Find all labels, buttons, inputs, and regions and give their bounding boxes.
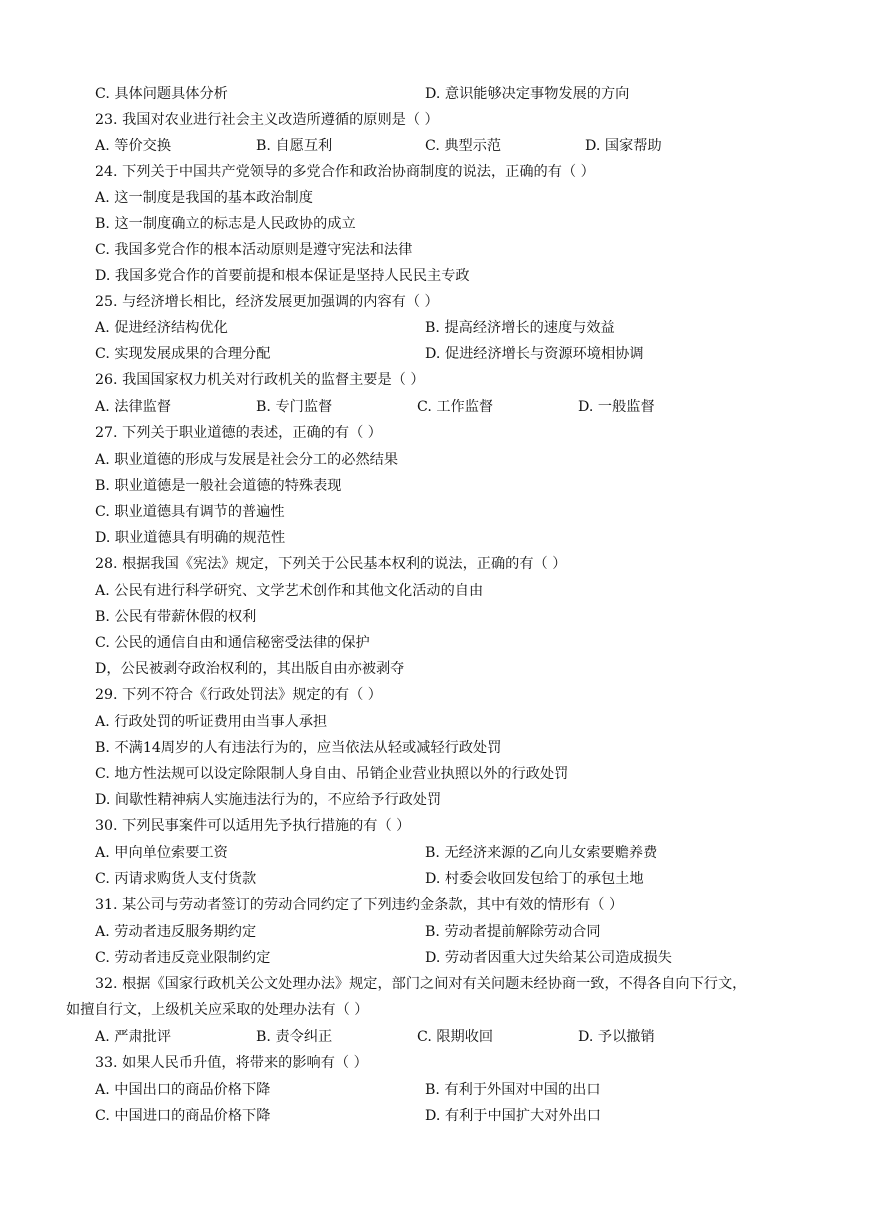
option-d-q31: D. 劳动者因重大过失给某公司造成损失 [425,950,672,966]
option-a-q24: A. 这一制度是我国的基本政治制度 [95,190,313,206]
option-d-q29: D. 间歇性精神病人实施违法行为的，不应给予行政处罚 [95,792,442,808]
option-d-q24: D. 我国多党合作的首要前提和根本保证是坚持人民民主专政 [95,268,470,284]
option-c-q26: C. 工作监督 [417,399,494,415]
question-24: 24. 下列关于中国共产党领导的多党合作和政治协商制度的说法，正确的有（ ） [95,164,595,180]
question-31: 31. 某公司与劳动者签订的劳动合同约定了下列违约金条款，其中有效的情形有（ ） [95,897,624,913]
option-d-q25: D. 促进经济增长与资源环境相协调 [425,346,644,362]
option-c-q22: C. 具体问题具体分析 [95,86,228,102]
option-a-q25: A. 促进经济结构优化 [95,320,228,336]
option-a-q28: A. 公民有进行科学研究、文学艺术创作和其他文化活动的自由 [95,583,484,599]
option-b-q25: B. 提高经济增长的速度与效益 [425,320,615,336]
option-a-q30: A. 甲向单位索要工资 [95,845,228,861]
question-23: 23. 我国对农业进行社会主义改造所遵循的原则是（ ） [95,112,439,128]
question-30: 30. 下列民事案件可以适用先予执行措施的有（ ） [95,818,411,834]
option-b-q31: B. 劳动者提前解除劳动合同 [425,924,601,940]
option-d-q26: D. 一般监督 [578,399,655,415]
option-c-q24: C. 我国多党合作的根本活动原则是遵守宪法和法律 [95,242,413,258]
option-d-q28: D，公民被剥夺政治权利的，其出版自由亦被剥夺 [95,661,405,677]
option-c-q23: C. 典型示范 [425,138,502,154]
option-d-q33: D. 有利于中国扩大对外出口 [425,1108,601,1124]
option-a-q23: A. 等价交换 [95,138,172,154]
question-28: 28. 根据我国《宪法》规定，下列关于公民基本权利的说法，正确的有（ ） [95,556,567,572]
option-c-q30: C. 丙请求购货人支付货款 [95,871,257,887]
option-d-q22: D. 意识能够决定事物发展的方向 [425,86,630,102]
option-b-q29: B. 不满14周岁的人有违法行为的，应当依法从轻或减轻行政处罚 [95,740,502,756]
option-c-q28: C. 公民的通信自由和通信秘密受法律的保护 [95,635,370,651]
option-b-q32: B. 责令纠正 [256,1029,333,1045]
option-b-q33: B. 有利于外国对中国的出口 [425,1082,601,1098]
question-26: 26. 我国国家权力机关对行政机关的监督主要是（ ） [95,372,425,388]
option-b-q27: B. 职业道德是一般社会道德的特殊表现 [95,478,342,494]
option-a-q33: A. 中国出口的商品价格下降 [95,1082,271,1098]
question-29: 29. 下列不符合《行政处罚法》规定的有（ ） [95,687,382,703]
option-a-q27: A. 职业道德的形成与发展是社会分工的必然结果 [95,452,399,468]
option-a-q32: A. 严肃批评 [95,1029,172,1045]
option-c-q25: C. 实现发展成果的合理分配 [95,346,271,362]
option-d-q27: D. 职业道德具有明确的规范性 [95,530,286,546]
question-25: 25. 与经济增长相比，经济发展更加强调的内容有（ ） [95,294,439,310]
option-d-q32: D. 予以撤销 [578,1029,655,1045]
option-b-q26: B. 专门监督 [256,399,333,415]
question-32-continued: 如擅自行文，上级机关应采取的处理办法有（ ） [66,1002,369,1018]
option-b-q30: B. 无经济来源的乙向儿女索要赡养费 [425,845,658,861]
option-a-q31: A. 劳动者违反服务期约定 [95,924,257,940]
question-33: 33. 如果人民币升值，将带来的影响有（ ） [95,1055,368,1071]
option-d-q30: D. 村委会收回发包给丁的承包土地 [425,871,644,887]
option-a-q26: A. 法律监督 [95,399,172,415]
question-27: 27. 下列关于职业道德的表述，正确的有（ ） [95,425,382,441]
option-c-q33: C. 中国进口的商品价格下降 [95,1108,271,1124]
question-32: 32. 根据《国家行政机关公文处理办法》规定，部门之间对有关问题未经协商一致，不得各自向下行文， [95,976,747,992]
option-a-q29: A. 行政处罚的听证费用由当事人承担 [95,714,328,730]
option-c-q27: C. 职业道德具有调节的普遍性 [95,504,285,520]
option-c-q29: C. 地方性法规可以设定除限制人身自由、吊销企业营业执照以外的行政处罚 [95,766,569,782]
option-b-q28: B. 公民有带薪休假的权利 [95,609,257,625]
option-c-q31: C. 劳动者违反竞业限制约定 [95,950,271,966]
option-c-q32: C. 限期收回 [417,1029,494,1045]
option-d-q23: D. 国家帮助 [585,138,662,154]
option-b-q23: B. 自愿互利 [256,138,333,154]
option-b-q24: B. 这一制度确立的标志是人民政协的成立 [95,216,356,232]
